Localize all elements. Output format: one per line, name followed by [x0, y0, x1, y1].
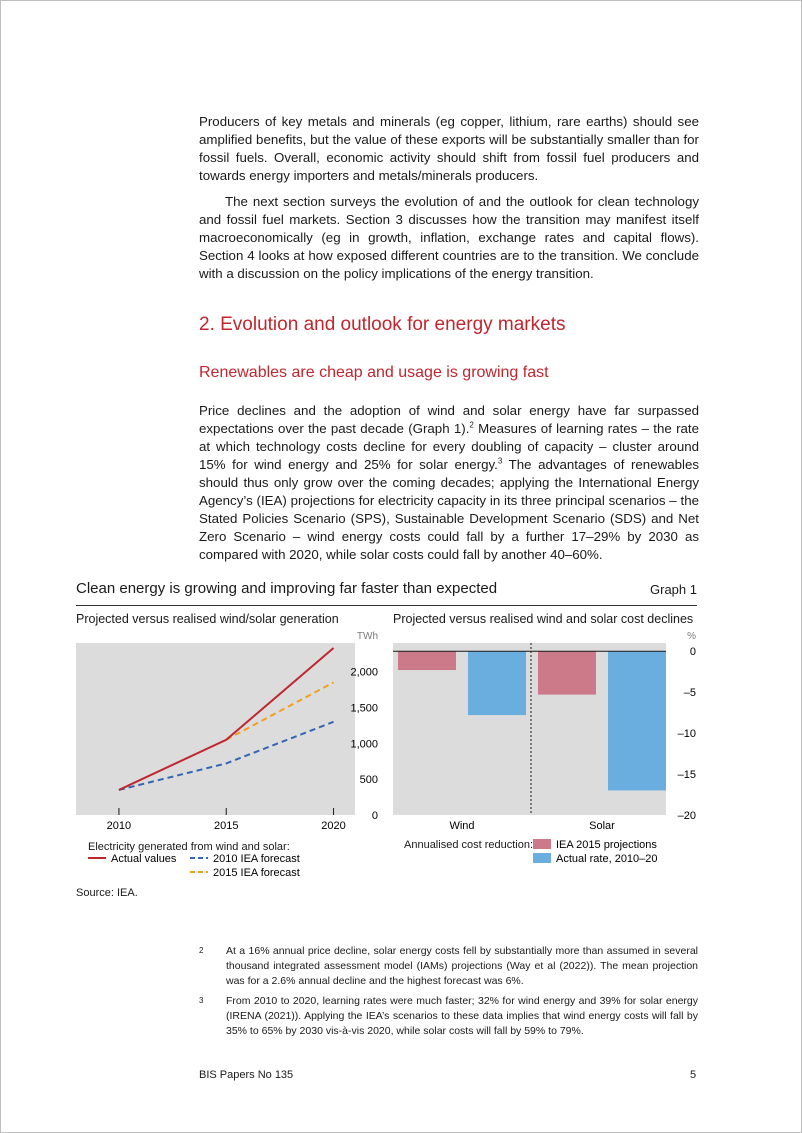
body-text-renewables — [199, 402, 699, 564]
footnote-2 — [199, 944, 699, 992]
subsection-heading: Renewables are cheap and usage is growing fast — [199, 364, 549, 381]
bar-chart-legend-title: Annualised cost reduction: — [404, 839, 534, 851]
bar-chart-y-tick-2: –10 — [677, 728, 696, 741]
bar-legend-label-0: IEA 2015 projections — [556, 839, 657, 851]
bar-chart — [390, 625, 710, 885]
line-chart-y-tick-4: 2,000 — [350, 666, 378, 679]
graph-rule — [76, 605, 697, 606]
footnote-3-text: From 2010 to 2020, learning rates were much faster; 32% for wind energy and 39% for solar energy (IRENA (2021)). Applying the IEA’s scenarios to these data implies that wind energy costs will fall by 35% to 65% by 2030 vis-à-vis 2020, while solar costs will fall by 59% to 79%. — [226, 995, 698, 1037]
line-chart — [60, 625, 390, 885]
line-chart-x-tick-2: 2020 — [321, 820, 346, 832]
line-chart-y-tick-2: 1,000 — [350, 738, 378, 751]
graph-title: Clean energy is growing and improving far faster than expected — [76, 580, 498, 597]
graph-source: Source: IEA. — [76, 887, 138, 899]
line-chart-unit: TWh — [356, 631, 378, 642]
section-heading: 2. Evolution and outlook for energy markets — [199, 314, 566, 335]
bar-solar-1 — [608, 651, 666, 790]
line-chart-x-tick-0: 2010 — [106, 820, 132, 832]
footer-page-number: 5 — [690, 1069, 697, 1081]
bar-chart-y-tick-4: –20 — [677, 810, 696, 822]
line-chart-legend-title: Electricity generated from wind and solar: — [88, 841, 290, 853]
bar-legend-label-1: Actual rate, 2010–20 — [556, 853, 658, 865]
paragraph-2: The next section surveys the evolution of and the outlook for clean technology and fossil fuel markets. Section 3 discusses how the transition may manifest itself macroeconomically (eg in growth, inflation, exchange rates and capital flows). Section 4 looks at how exposed different countries are to the transition. We conclude with a discussion on the policy implications of the energy transition. — [199, 194, 699, 281]
footnote-2-number: 2 — [199, 946, 204, 955]
footnote-2-text: At a 16% annual price decline, solar energy costs fell by substantially more than assumed in several thousand integrated assessment model (IAMs) projections (Way et al (2022)). The mean projection was for a 2.6% annual decline and the highest forecast was 6%. — [226, 945, 698, 987]
line-chart-x-tick-1: 2015 — [213, 820, 239, 832]
paragraph-3-part1: Price declines and the adoption of wind and solar energy have far surpassed expectations over the past decade (Graph 1). — [199, 403, 699, 436]
bar-solar-0 — [538, 651, 596, 694]
line-chart-y-tick-3: 1,500 — [350, 702, 378, 715]
bar-chart-x-label-1: Solar — [589, 820, 615, 832]
bar-wind-1 — [468, 651, 526, 715]
bar-chart-y-tick-0: 0 — [689, 646, 696, 659]
graph-number: Graph 1 — [650, 582, 697, 597]
bar-legend-swatch-0 — [533, 839, 551, 849]
footnote-ref-2[interactable]: 2 — [469, 420, 474, 430]
line-chart-y-tick-0: 0 — [371, 810, 378, 822]
bar-chart-unit: % — [687, 631, 696, 642]
paragraph-1: Producers of key metals and minerals (eg copper, lithium, rare earths) should see amplified benefits, but the value of these exports will be substantially smaller than for fossil fuels. Overall, economic activity should shift from fossil fuel producers and towards energy importers and metals/minerals producers. — [199, 114, 699, 183]
line-legend-label-2: 2015 IEA forecast — [213, 867, 300, 879]
paragraph-3-part2: Measures of learning rates – the rate at which technology costs decline for every doubling of capacity – cluster around 15% for wind energy and 25% for solar energy. — [199, 421, 699, 472]
bar-legend-swatch-1 — [533, 853, 551, 863]
line-legend-label-1: 2010 IEA forecast — [213, 853, 300, 865]
right-panel-title: Projected versus realised wind and solar cost declines — [393, 612, 694, 626]
paragraph-3 — [199, 402, 699, 564]
bar-chart-y-tick-1: –5 — [683, 687, 696, 700]
footer-publication: BIS Papers No 135 — [199, 1069, 294, 1081]
bar-chart-x-label-0: Wind — [449, 820, 475, 832]
body-text-intro — [199, 113, 699, 283]
bar-wind-0 — [398, 651, 456, 670]
left-panel-title: Projected versus realised wind/solar generation — [76, 612, 339, 626]
footnote-3 — [199, 994, 699, 1042]
paragraph-3-part3: The advantages of renewables should thus only grow over the coming decades; applying the International Energy Agency’s (IEA) projections for electricity capacity in its three principal scenarios – the Stated Policies Scenario (SPS), Sustainable Development Scenario (SDS) and Net Zero Scenario – wind energy costs could fall by a further 17–29% by 2030 as compared with 2020, while solar costs could fall by another 40–60%. — [199, 457, 699, 562]
line-chart-y-tick-1: 500 — [359, 774, 378, 787]
footnote-3-number: 3 — [199, 996, 204, 1005]
line-legend-label-0: Actual values — [111, 853, 177, 865]
footnote-ref-3[interactable]: 3 — [497, 456, 503, 466]
bar-chart-y-tick-3: –15 — [677, 769, 696, 782]
